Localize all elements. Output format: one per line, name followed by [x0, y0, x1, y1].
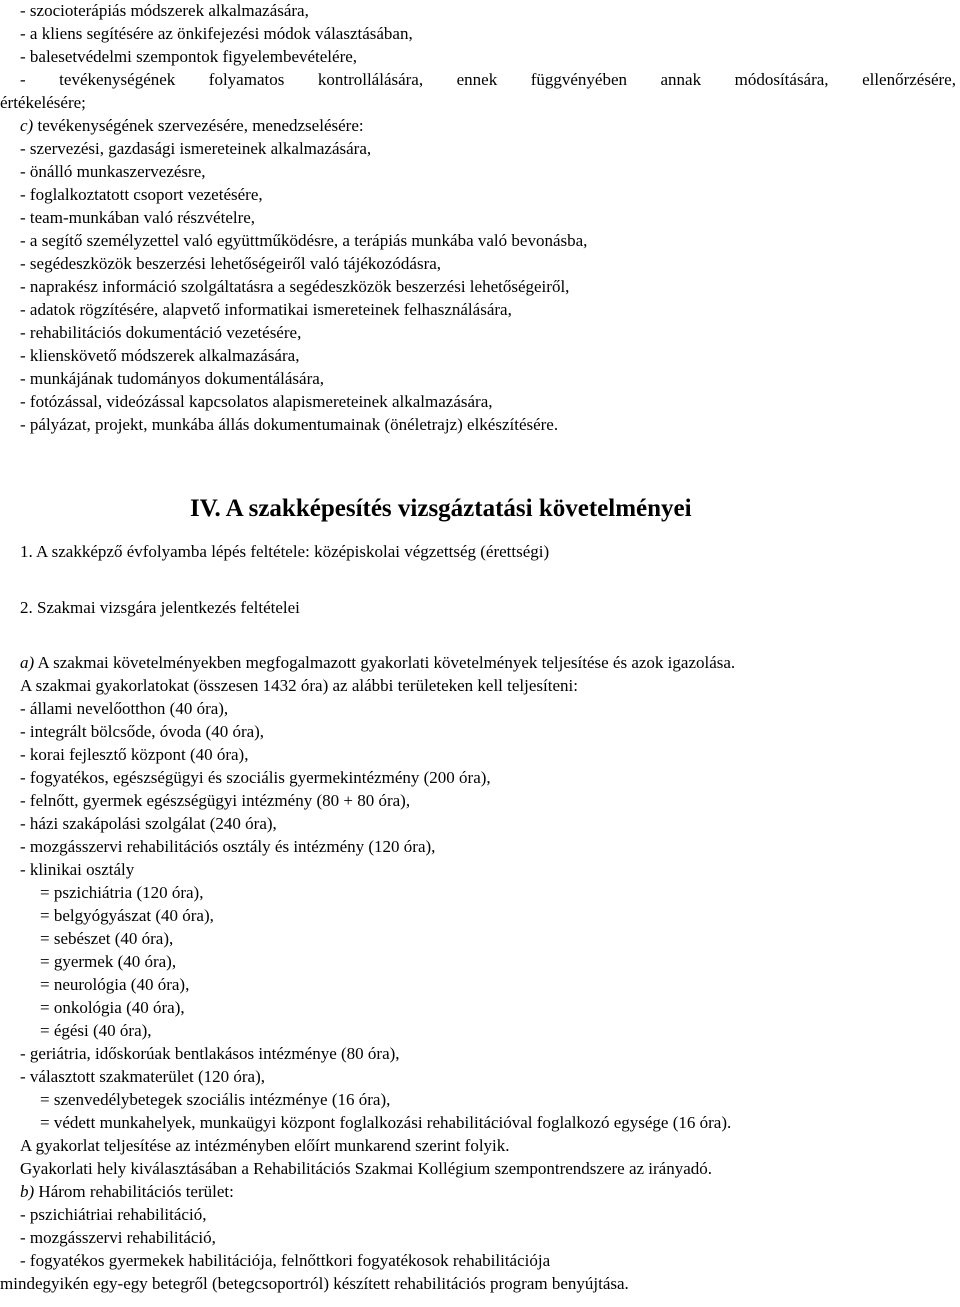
paragraph: A gyakorlat teljesítése az intézményben előírt munkarend szerint folyik. — [20, 1136, 510, 1155]
paragraph: mindegyikén egy-egy betegről (betegcsoportról) készített rehabilitációs program benyújtása. — [0, 1274, 629, 1293]
list-item: - a segítő személyzettel való együttműködésre, a terápiás munkába való bevonásba, — [20, 231, 588, 250]
paragraph: 1. A szakképző évfolyamba lépés feltétele: középiskolai végzettség (érettségi) — [20, 542, 550, 561]
sub-list-item: = sebészet (40 óra), — [40, 929, 174, 948]
word: tevékenységének — [59, 70, 176, 89]
word: folyamatos — [208, 70, 285, 89]
list-item: - mozgásszervi rehabilitáció, — [20, 1228, 216, 1247]
list-item: - fogyatékos, egészségügyi és szociális gyermekintézmény (200 óra), — [20, 768, 491, 787]
list-item: - klienskövető módszerek alkalmazására, — [20, 346, 300, 365]
list-item: - fotózással, videózással kapcsolatos alapismereteinek alkalmazására, — [20, 392, 493, 411]
list-item: - geriátria, időskorúak bentlakásos intézménye (80 óra), — [20, 1044, 400, 1063]
word: függvényében — [530, 70, 628, 89]
list-item: - a kliens segítésére az önkifejezési módok választásában, — [20, 24, 413, 43]
list-item: - szervezési, gazdasági ismereteinek alkalmazására, — [20, 139, 372, 158]
list-item: - pszichiátriai rehabilitáció, — [20, 1205, 207, 1224]
subsection-text: tevékenységének szervezésére, menedzselésére: — [33, 116, 364, 135]
word: kontrollálására, — [317, 70, 424, 89]
sub-list-item: = égési (40 óra), — [40, 1021, 152, 1040]
sub-list-item: = védett munkahelyek, munkaügyi központ foglalkozási rehabilitációval foglalkozó egysége (16 óra). — [40, 1113, 732, 1132]
paragraph: 2. Szakmai vizsgára jelentkezés feltételei — [20, 598, 300, 617]
paragraph: A szakmai gyakorlatokat (összesen 1432 óra) az alábbi területeken kell teljesíteni: — [20, 676, 578, 695]
sub-list-item: = belgyógyászat (40 óra), — [40, 906, 214, 925]
subsection-text: Három rehabilitációs terület: — [34, 1182, 234, 1201]
sub-list-item: = szenvedélybetegek szociális intézménye (16 óra), — [40, 1090, 391, 1109]
subsection-c-heading — [20, 115, 364, 137]
list-item: - segédeszközök beszerzési lehetőségeiről való tájékozódásra, — [20, 254, 442, 273]
sub-list-item: = gyermek (40 óra), — [40, 952, 177, 971]
sub-list-item: = pszichiátria (120 óra), — [40, 883, 204, 902]
justified-list-item — [20, 69, 956, 91]
list-item: - rehabilitációs dokumentáció vezetésére, — [20, 323, 302, 342]
word: módosítására, — [734, 70, 829, 89]
word: ennek — [456, 70, 498, 89]
list-item: - korai fejlesztő központ (40 óra), — [20, 745, 249, 764]
word: - — [20, 70, 26, 89]
list-item: - pályázat, projekt, munkába állás dokumentumainak (önéletrajz) elkészítésére. — [20, 415, 559, 434]
list-item: - állami nevelőotthon (40 óra), — [20, 699, 229, 718]
sub-list-item: = neurológia (40 óra), — [40, 975, 190, 994]
list-item: - fogyatékos gyermekek habilitációja, felnőttkori fogyatékosok rehabilitációja — [20, 1251, 551, 1270]
word: annak — [660, 70, 702, 89]
list-item: - team-munkában való részvételre, — [20, 208, 256, 227]
subsection-marker: c) — [20, 116, 34, 135]
paragraph: Gyakorlati hely kiválasztásában a Rehabilitációs Szakmai Kollégium szempontrendszere az irányadó. — [20, 1159, 713, 1178]
word: ellenőrzésére, — [862, 70, 956, 89]
list-item: - szocioterápiás módszerek alkalmazására, — [20, 1, 309, 20]
list-item: - házi szakápolási szolgálat (240 óra), — [20, 814, 277, 833]
subsection-marker: a) — [20, 653, 35, 672]
subsection-marker: b) — [20, 1182, 35, 1201]
continuation-text: értékelésére; — [0, 93, 86, 112]
subsection-a-paragraph — [20, 652, 735, 674]
subsection-text: A szakmai követelményekben megfogalmazott gyakorlati követelmények teljesítése és azok igazolása. — [34, 653, 736, 672]
section-heading: IV. A szakképesítés vizsgáztatási követelményei — [190, 495, 692, 522]
subsection-b-heading — [20, 1181, 234, 1203]
list-item: - integrált bölcsőde, óvoda (40 óra), — [20, 722, 265, 741]
list-item: - adatok rögzítésére, alapvető informatikai ismereteinek felhasználására, — [20, 300, 512, 319]
list-item: - mozgásszervi rehabilitációs osztály és intézmény (120 óra), — [20, 837, 436, 856]
sub-list-item: = onkológia (40 óra), — [40, 998, 185, 1017]
list-item: - klinikai osztály — [20, 860, 135, 879]
list-item: - munkájának tudományos dokumentálására, — [20, 369, 325, 388]
list-item: - felnőtt, gyermek egészségügyi intézmény (80 + 80 óra), — [20, 791, 411, 810]
list-item: - balesetvédelmi szempontok figyelembevételére, — [20, 47, 358, 66]
list-item: - önálló munkaszervezésre, — [20, 162, 206, 181]
list-item: - naprakész információ szolgáltatásra a segédeszközök beszerzési lehetőségeiről, — [20, 277, 570, 296]
list-item: - választott szakmaterület (120 óra), — [20, 1067, 265, 1086]
list-item: - foglalkoztatott csoport vezetésére, — [20, 185, 263, 204]
